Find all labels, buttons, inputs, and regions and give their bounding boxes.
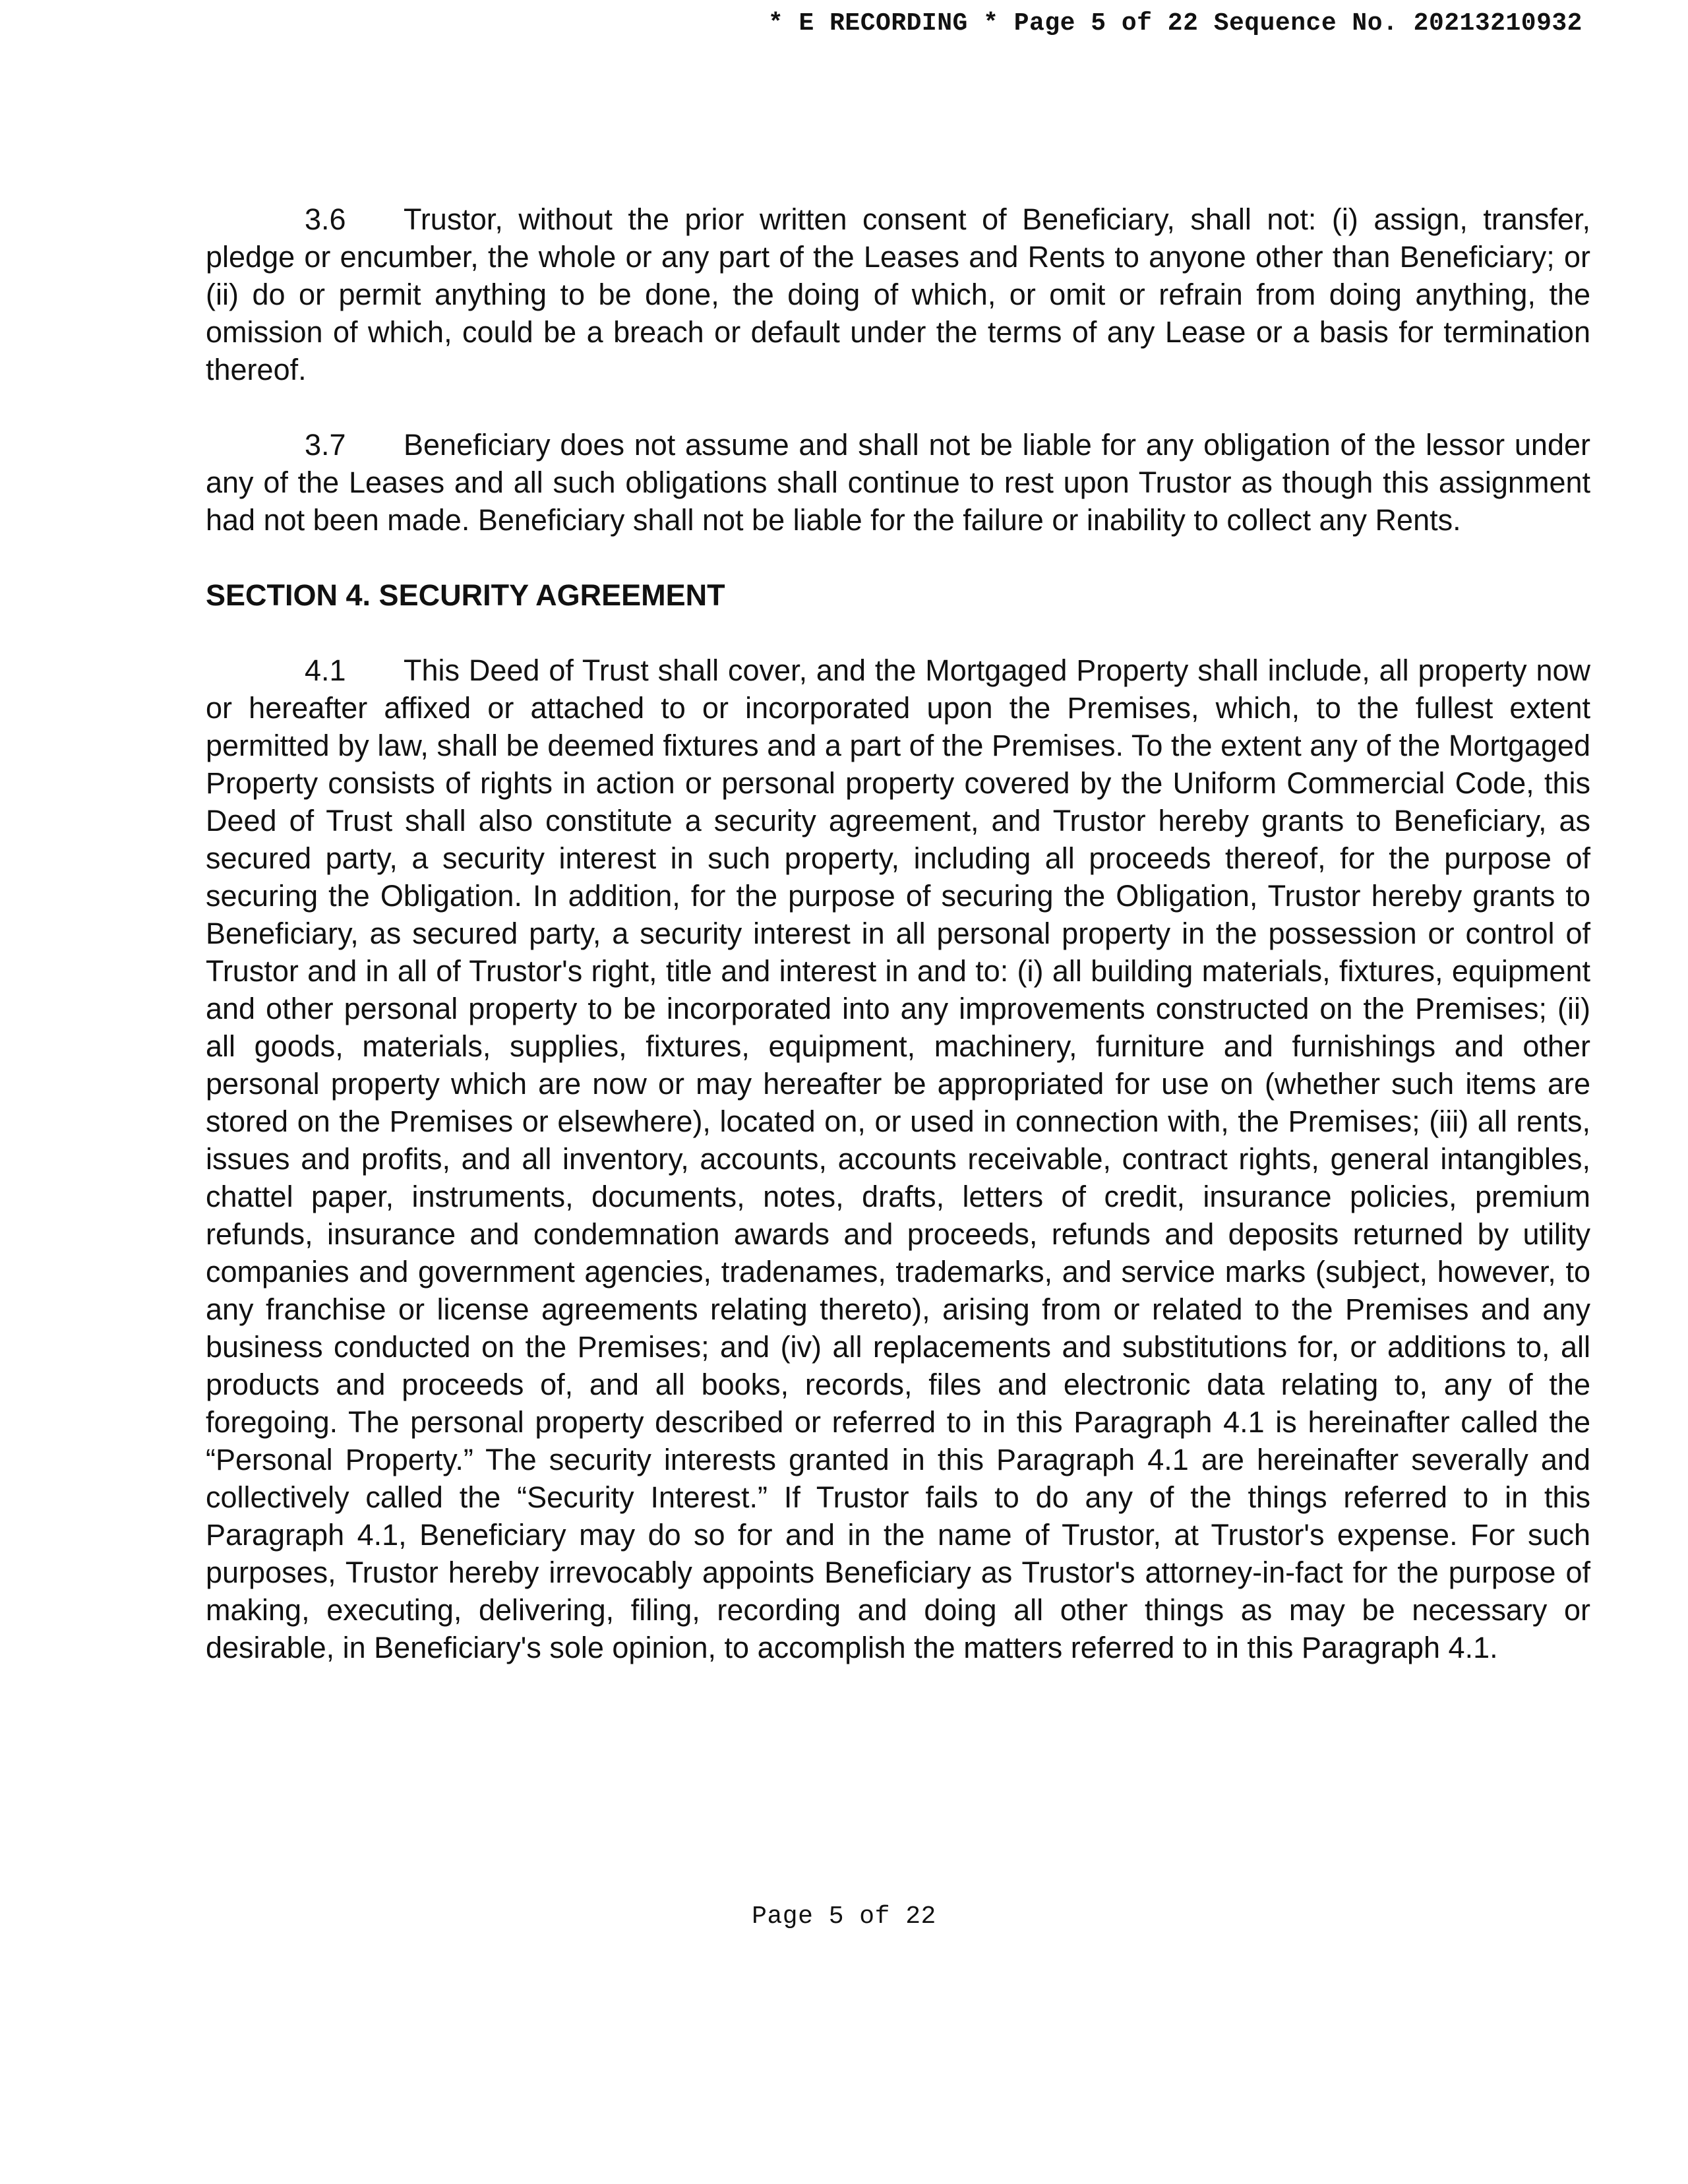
paragraph-4-1 [206,652,1590,1666]
paragraph-3-6 [206,200,1590,388]
paragraph-text: This Deed of Trust shall cover, and the Mortgaged Property shall include, all property now or hereafter affixed or attached to or incorporated upon the Premises, which, to the fullest extent permitted by law, shall be deemed fixtures and a part of the Premises. To the extent any of the Mortgaged Property consists of rights in action or personal property covered by the Uniform Commercial Code, this Deed of Trust shall also constitute a security agreement, and Trustor hereby grants to Beneficiary, as secured party, a security interest in such property, including all proceeds thereof, for the purpose of securing the Obligation. In addition, for the purpose of securing the Obligation, Trustor hereby grants to Beneficiary, as secured party, a security interest in all personal property in the possession or control of Trustor and in all of Trustor's right, title and interest in and to: (i) all building materials, fixtures, equipment and other personal property to be incorporated into any improvements constructed on the Premises; (ii) all goods, materials, supplies, fixtures, equipment, machinery, furniture and furnishings and other personal property which are now or may hereafter be appropriated for use on (whether such items are stored on the Premises or elsewhere), located on, or used in connection with, the Premises; (iii) all rents, issues and profits, and all inventory, accounts, accounts receivable, contract rights, general intangibles, chattel paper, instruments, documents, notes, drafts, letters of credit, insurance policies, premium refunds, insurance and condemnation awards and proceeds, refunds and deposits returned by utility companies and government agencies, tradenames, trademarks, and service marks (subject, however, to any franchise or license agreements relating thereto), arising from or related to the Premises and any business conducted on the Premises; and (iv) all replacements and substitutions for, or additions to, all products and proceeds of, and all books, records, files and electronic data relating to, any of the foregoing. The personal property described or referred to in this Paragraph 4.1 is hereinafter called the “Personal Property.” The security interests granted in this Paragraph 4.1 are hereinafter severally and collectively called the “Security Interest.” If Trustor fails to do any of the things referred to in this Paragraph 4.1, Beneficiary may do so for and in the name of Trustor, at Trustor's expense. For such purposes, Trustor hereby irrevocably appoints Beneficiary as Trustor's attorney-in-fact for the purpose of making, executing, delivering, filing, recording and doing all other things as may be necessary or desirable, in Beneficiary's sole opinion, to accomplish the matters referred to in this Paragraph 4.1. [206,653,1590,1664]
section-heading: SECTION 4. SECURITY AGREEMENT [206,578,725,612]
recording-stamp: * E RECORDING * Page 5 of 22 Sequence No. 20213210932 [768,9,1582,38]
document-body [206,200,1590,1666]
page-number-footer: Page 5 of 22 [752,1902,936,1931]
paragraph-number: 3.7 [305,428,346,462]
paragraph-number: 3.6 [305,202,346,236]
paragraph-text: Trustor, without the prior written consent of Beneficiary, shall not: (i) assign, transfer, pledge or encumber, the whole or any part of the Leases and Rents to anyone other than Beneficiary; or (ii) do or permit anything to be done, the doing of which, or omit or refrain from doing anything, the omission of which, could be a breach or default under the terms of any Lease or a basis for termination thereof. [206,202,1590,386]
paragraph-number: 4.1 [305,653,346,687]
paragraph-text: Beneficiary does not assume and shall not be liable for any obligation of the lessor under any of the Leases and all such obligations shall continue to rest upon Trustor as though this assignment had not been made. Beneficiary shall not be liable for the failure or inability to collect any Rents. [206,428,1590,537]
paragraph-3-7 [206,426,1590,539]
